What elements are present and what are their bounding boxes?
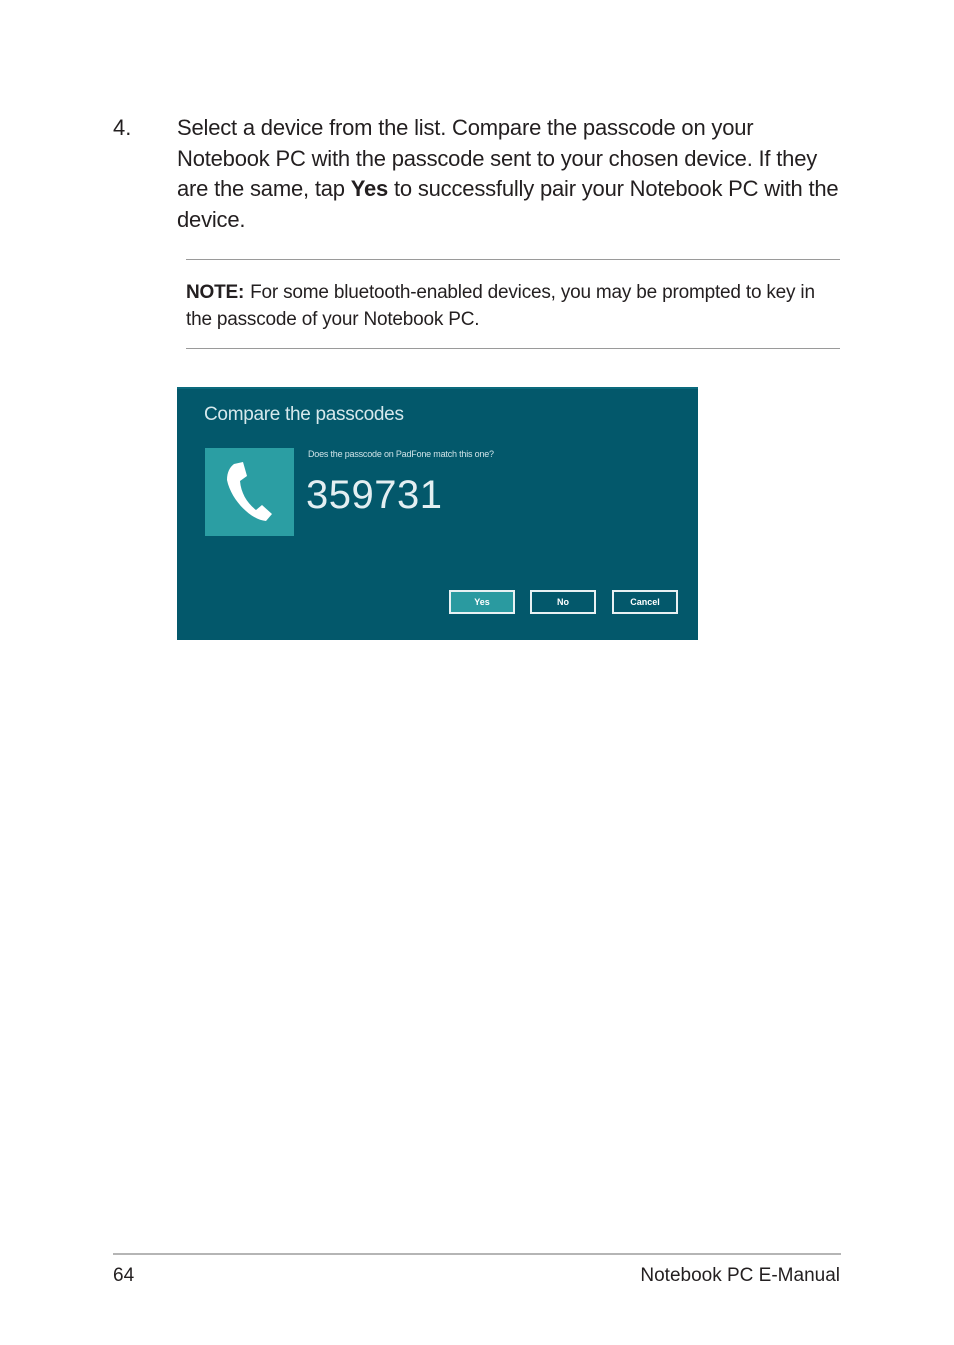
note-box (186, 279, 840, 333)
step-text-bold: Yes (350, 176, 389, 201)
no-button[interactable]: No (530, 590, 596, 614)
phone-icon (223, 460, 275, 524)
yes-button[interactable]: Yes (449, 590, 515, 614)
note-label: NOTE: (186, 282, 245, 303)
note-bottom-rule (186, 348, 840, 349)
step-instruction (177, 113, 842, 235)
step-text-after: to successfully pair your Notebook PC with the device. (177, 176, 839, 232)
cancel-button[interactable]: Cancel (612, 590, 678, 614)
passcode-question: Does the passcode on PadFone match this one? (308, 449, 494, 459)
footer-rule (113, 1253, 841, 1255)
note-text: For some bluetooth-enabled devices, you may be prompted to key in the passcode of your Notebook PC. (186, 282, 815, 330)
dialog-title: Compare the passcodes (204, 404, 404, 425)
passcode-value: 359731 (306, 473, 443, 517)
device-tile (205, 448, 294, 536)
footer-title: Notebook PC E-Manual (640, 1265, 840, 1286)
step-number: 4. (113, 115, 132, 140)
step-text-before: Select a device from the list. Compare the passcode on your Notebook PC with the passcode sent to your chosen device. If they are the same, tap (177, 115, 818, 201)
page-number: 64 (113, 1265, 135, 1286)
compare-passcodes-dialog (177, 387, 698, 640)
note-top-rule (186, 259, 840, 260)
